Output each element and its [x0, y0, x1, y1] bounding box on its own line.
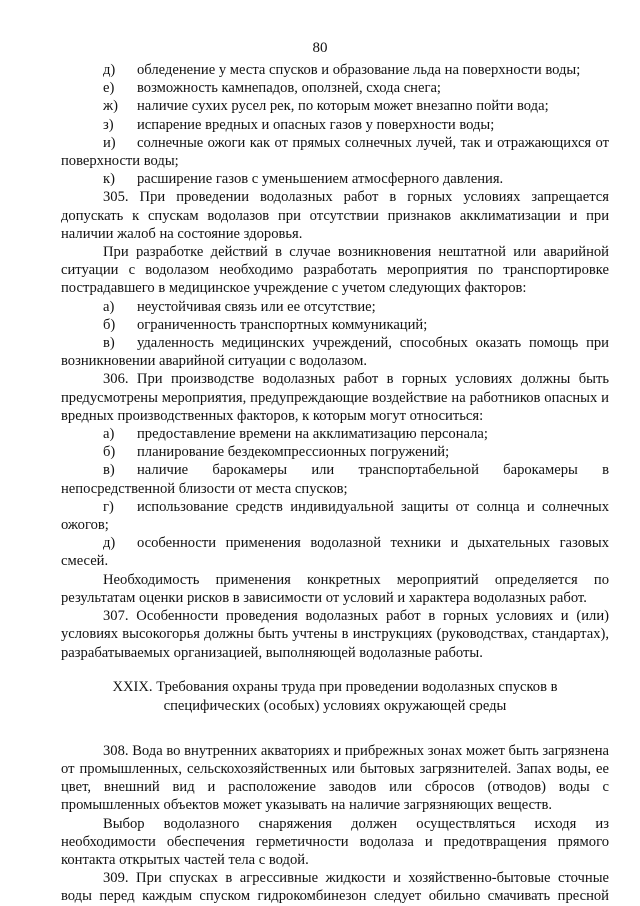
- list-item: а) неустойчивая связь или ее отсутствие;: [103, 298, 376, 315]
- list-item: д) обледенение у места спусков и образование льда на поверхности воды;: [103, 62, 581, 78]
- list-item: б) ограниченность транспортных коммуникаций;: [103, 316, 428, 333]
- paragraph-305: 305. При проведении водолазных работ в горных условиях запрещается допускать к спускам водолазов при отсутствии признаков акклиматизации и при наличии жалоб на состояние здоровья.: [61, 189, 609, 242]
- page-number: 80: [312, 40, 328, 56]
- list-item: в) наличие барокамеры или транспортабельной барокамеры в непосредственной близости от места спусков;: [61, 462, 609, 497]
- list-item: д) особенности применения водолазной техники и дыхательных газовых смесей.: [61, 535, 609, 570]
- section-heading: XXIX. Требования охраны труда при проведении водолазных спусков в специфических (особых) условиях окружающей среды: [112, 678, 558, 714]
- paragraph-306: 306. При производстве водолазных работ в горных условиях должны быть предусмотрены мероприятия, предупреждающие воздействие на работников опасных и вредных производственных факторов, к которым могут относиться:: [61, 371, 609, 424]
- list-item: з) испарение вредных и опасных газов у поверхности воды;: [103, 116, 495, 133]
- page-body: [61, 61, 609, 906]
- paragraph-306-continued: Необходимость применения конкретных мероприятий определяется по результатам оценки рисков в зависимости от условий и характера водолазных работ.: [61, 571, 609, 606]
- paragraph-308: 308. Вода во внутренних акваториях и прибрежных зонах может быть загрязнена от промышленных, сельскохозяйственных или бытовых загрязнителей. Запах воды, ее цвет, внешний вид и расположение заводов или сбросов (отводов) воды с промышленных объектов может указывать на наличие загрязняющих веществ.: [61, 742, 609, 814]
- paragraph-309: 309. При спусках в агрессивные жидкости и хозяйственно-бытовые сточные воды перед каждым спуском гидрокомбинезон следует обильно смачивать пресной: [61, 870, 609, 905]
- list-item: г) использование средств индивидуальной защиты от солнца и солнечных ожогов;: [61, 498, 609, 534]
- paragraph-305-continued: При разработке действий в случае возникновения нештатной или аварийной ситуации с водолазом необходимо разработать мероприятия по транспортировке пострадавшего в медицинское учреждение с учетом следующих факторов:: [61, 244, 609, 297]
- list-item: а) предоставление времени на акклиматизацию персонала;: [103, 426, 488, 443]
- list-item: е) возможность камнепадов, оползней, схода снега;: [103, 80, 441, 97]
- list-item: и) солнечные ожоги как от прямых солнечных лучей, так и отражающихся от поверхности воды;: [61, 134, 609, 170]
- list-item: б) планирование бездекомпрессионных погружений;: [103, 444, 450, 461]
- list-item: в) удаленность медицинских учреждений, способных оказать помощь при возникновении аварийной ситуации с водолазом.: [61, 335, 609, 370]
- list-item: ж) наличие сухих русел рек, по которым может внезапно пойти вода;: [103, 98, 549, 115]
- list-item: к) расширение газов с уменьшением атмосферного давления.: [103, 171, 504, 188]
- paragraph-307: 307. Особенности проведения водолазных работ в горных условиях и (или) условиях высокогорья должны быть учтены в инструкциях (руководствах, стандартах), разрабатываемых организацией, выполняющей водолазные работы.: [61, 608, 609, 661]
- paragraph-308-continued: Выбор водолазного снаряжения должен осуществляться исходя из необходимости обеспечения герметичности водолаза и предотвращения прямого контакта открытых частей тела с водой.: [61, 815, 609, 868]
